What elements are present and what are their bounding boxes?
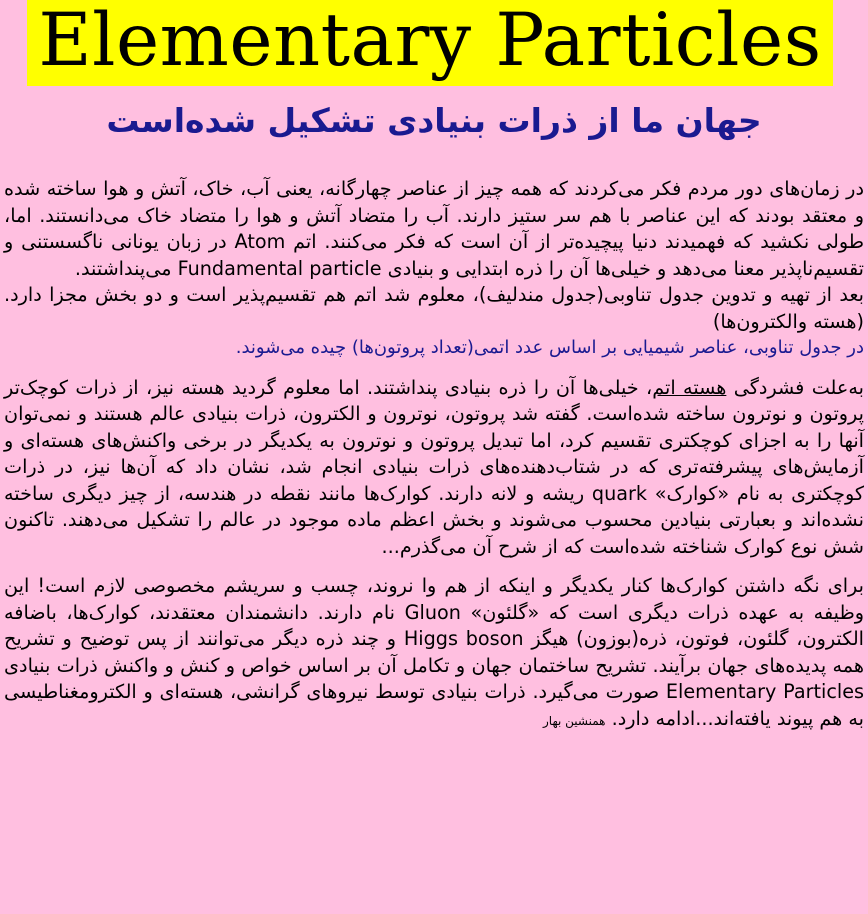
paragraph-quarks-intro: به‌علت فشردگی: [726, 375, 864, 399]
paragraph-periodic-table: بعد از تهیه و تدوین جدول تناوبی(جدول مندلیف)، معلوم شد اتم هم تقسیم‌پذیر است و دو بخش مجزا دارد. (هسته والکترون‌ها): [4, 283, 864, 333]
paragraph-quarks: [4, 375, 864, 561]
page-title: Elementary Particles: [38, 0, 822, 83]
paragraph-gap: [4, 560, 864, 573]
paragraph-gluons: [4, 573, 864, 734]
paragraph-four-elements: در زمان‌های دور مردم فکر می‌کردند که همه چیز از عناصر چهارگانه، یعنی آب، خاک، آتش و هوا ساخته شده و معتقد بودند که این عناصر با هم سر ستیز دارند. آب را متضاد آتش و هوا را متضاد خاک می‌دانستند. اما، طولی نکشید که فهمیدند دنیا پیچیده‌تر از آن است که فکر می‌کنند. اتم Atom در زبان یونانی ناگسستنی و تقسیم‌ناپذیر معنا می‌دهد و خیلی‌ها آن را ذره ابتدایی و بنیادی Fundamental particle می‌پنداشتند.: [4, 177, 864, 280]
paragraph-gap: [4, 362, 864, 375]
atomic-nucleus-link[interactable]: هسته اتم: [652, 375, 727, 399]
periodic-table-note: در جدول تناوبی، عناصر شیمیایی بر اساس عدد اتمی(تعداد پروتون‌ها) چیده می‌شوند.: [235, 337, 864, 358]
paragraph-quarks-text: ، خیلی‌ها آن را ذره بنیادی پنداشتند. اما معلوم گردید هسته نیز، از ذرات کوچک‌تر پروتون و نوترون ساخته شده‌است. گفته شد پروتون، نوترون و الکترون، ذرات بنیادی عالم هستند و نمی‌توان آنها را به اجزای کوچکتری تقسیم کرد، اما تبدیل پروتون و نوترون به یکدیگر در برخی واکنش‌های هسته‌ای و آزمایش‌های پیشرفته‌تری که در شتاب‌دهنده‌های ذرات بنیادی انجام شد، نشان داد که آن‌ها نیز، در ذرات کوچکتری به نام «کوارک» quark ریشه و لانه دارند. کوارک‌ها مانند نقطه در هندسه، از چیز دیگری ساخته نشده‌اند و بعبارتی بنیادین محسوب می‌شوند و بخش اعظم ماده موجود در عالم را تشکیل می‌دهند. تاکنون شش نوع کوارک شناخته شده‌است که از شرح آن می‌گذرم...: [4, 375, 864, 558]
paragraph-gluons-text: برای نگه داشتن کوارک‌ها کنار یکدیگر و اینکه از هم وا نروند، چسب و سریشم مخصوصی لازم است! این وظیفه به عهده ذرات دیگری است که «گلئون» Gluon نام دارند. دانشمندان معتقدند، کوارک‌ها، باضافه الکترون، گلئون، فوتون، ذره(بوزون) هیگز Higgs boson و چند ذره دیگر می‌توانند از پس توضیح و تشریح همه پدیده‌های جهان برآیند. تشریح ساختمان جهان و تکامل آن بر اساس خواص و کنش و واکنش ذرات بنیادی Elementary Particles صورت می‌گیرد. ذرات بنیادی توسط نیروهای گرانشی، هسته‌ای و الکترومغناطیسی به هم پیوند یافته‌اند...ادامه دارد.: [4, 574, 865, 730]
page-subtitle: جهان ما از ذرات بنیادی تشکیل شده‌است: [106, 101, 762, 140]
author-signature: همنشین بهار: [543, 713, 606, 728]
article-body: [4, 176, 864, 734]
